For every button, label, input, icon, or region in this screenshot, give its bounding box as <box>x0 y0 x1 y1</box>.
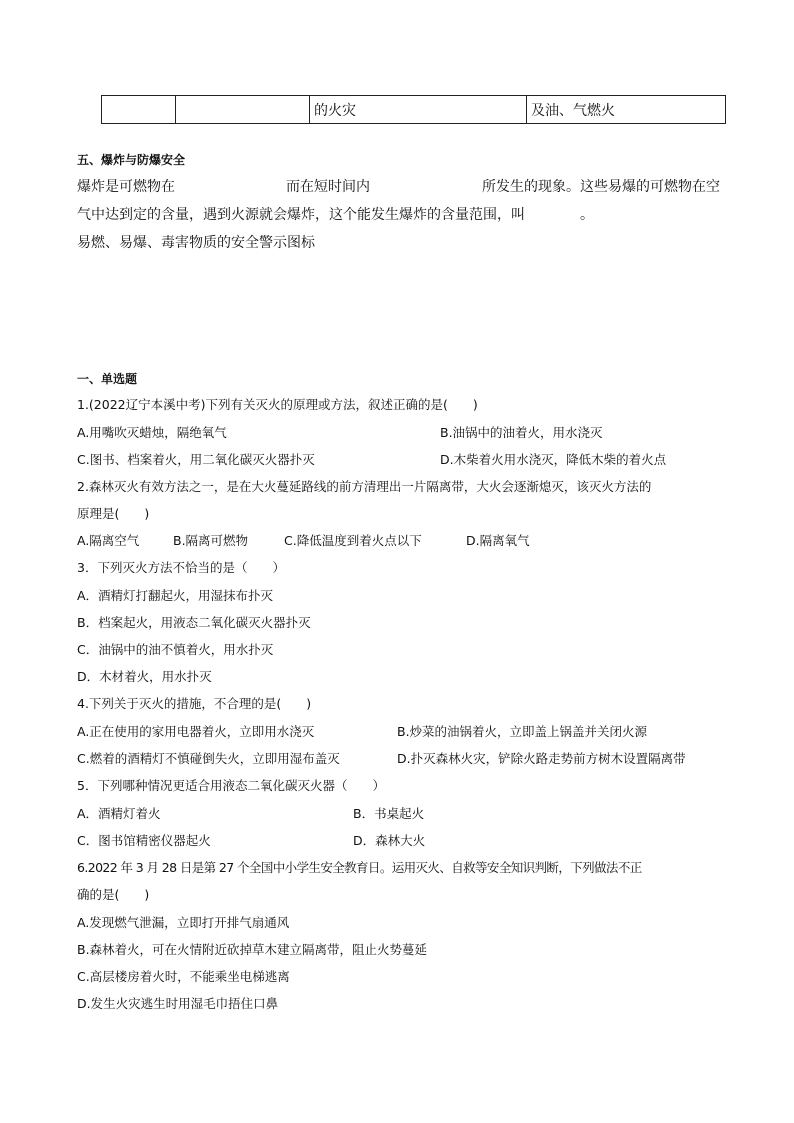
paragraph-text: 所发生的现象。这些易爆的可燃物在空 <box>482 179 720 195</box>
option-d: D.发生火灾逃生时用湿毛巾捂住口鼻 <box>77 996 279 1011</box>
option-a: A．酒精灯着火 <box>77 806 161 821</box>
option-b: B.隔离可燃物 <box>173 533 249 548</box>
question-stem: 3．下列灭火方法不恰当的是（ ） <box>77 560 285 575</box>
option-d: D．木材着火，用水扑灭 <box>77 669 212 684</box>
option-c: C.图书、档案着火，用二氧化碳灭火器扑灭 <box>77 452 315 467</box>
option-b: B.森林着火，可在火情附近砍掉草木建立隔离带，阻止火势蔓延 <box>77 942 428 957</box>
option-d: D.木柴着火用水浇灭，降低木柴的着火点 <box>440 452 667 467</box>
question-stem: 原理是( ) <box>77 506 150 521</box>
option-a: A．酒精灯打翻起火，用湿抹布扑灭 <box>77 588 274 603</box>
question-stem: 确的是( ) <box>77 887 150 902</box>
option-b: B．档案起火，用液态二氧化碳灭火器扑灭 <box>77 615 311 630</box>
paragraph-text: 爆炸是可燃物在 <box>77 179 175 195</box>
paragraph-text: 易燃、易爆、毒害物质的安全警示图标 <box>77 235 315 251</box>
option-a: A.发现燃气泄漏，立即打开排气扇通风 <box>77 915 290 930</box>
question-stem: 5．下列哪种情况更适合用液态二氧化碳灭火器（ ） <box>77 778 385 793</box>
paragraph-text: 。 <box>580 207 594 223</box>
option-a: A.用嘴吹灭蜡烛，隔绝氧气 <box>77 425 227 440</box>
option-d: D．森林大火 <box>353 833 426 848</box>
paragraph-text: 气中达到定的含量，遇到火源就会爆炸，这个能发生爆炸的含量范围，叫 <box>77 207 525 223</box>
option-a: A.隔离空气 <box>77 533 140 548</box>
question-stem: 4.下列关于灭火的措施，不合理的是( ) <box>77 696 312 711</box>
option-d: D.隔离氧气 <box>466 533 530 548</box>
summary-table <box>101 95 726 124</box>
option-b: B.油锅中的油着火，用水浇灭 <box>440 425 603 440</box>
table-cell <box>176 96 310 124</box>
option-c: C.高层楼房着火时，不能乘坐电梯逃离 <box>77 969 290 984</box>
table-row <box>102 96 726 124</box>
option-a: A.正在使用的家用电器着火，立即用水浇灭 <box>77 724 315 739</box>
table-cell <box>102 96 176 124</box>
table-cell: 的火灾 <box>310 96 527 124</box>
table-cell: 及油、气燃火 <box>527 96 726 124</box>
option-c: C．油锅中的油不慎着火，用水扑灭 <box>77 642 274 657</box>
question-stem: 1.(2022辽宁本溪中考)下列有关灭火的原理或方法，叙述正确的是( ) <box>77 397 478 412</box>
option-d: D.扑灭森林火灾，铲除火路走势前方树木设置隔离带 <box>397 751 686 766</box>
question-stem: 6.2022 年 3 月 28 日是第 27 个全国中小学生安全教育日。运用灭火、自救等安全知识判断，下列做法不正 <box>77 860 642 875</box>
paragraph-text: 而在短时间内 <box>286 179 370 195</box>
question-stem: 2.森林灭火有效方法之一，是在大火蔓延路线的前方清理出一片隔离带，大火会逐渐熄灭，该灭火方法的 <box>77 479 652 494</box>
option-c: C．图书馆精密仪器起火 <box>77 833 211 848</box>
option-c: C.燃着的酒精灯不慎碰倒失火，立即用湿布盖灭 <box>77 751 340 766</box>
option-c: C.降低温度到着火点以下 <box>284 533 422 548</box>
section-heading: 一、单选题 <box>77 372 138 386</box>
section-heading: 五、爆炸与防爆安全 <box>77 153 186 167</box>
option-b: B.炒菜的油锅着火，立即盖上锅盖并关闭火源 <box>397 724 648 739</box>
option-b: B．书桌起火 <box>353 806 425 821</box>
